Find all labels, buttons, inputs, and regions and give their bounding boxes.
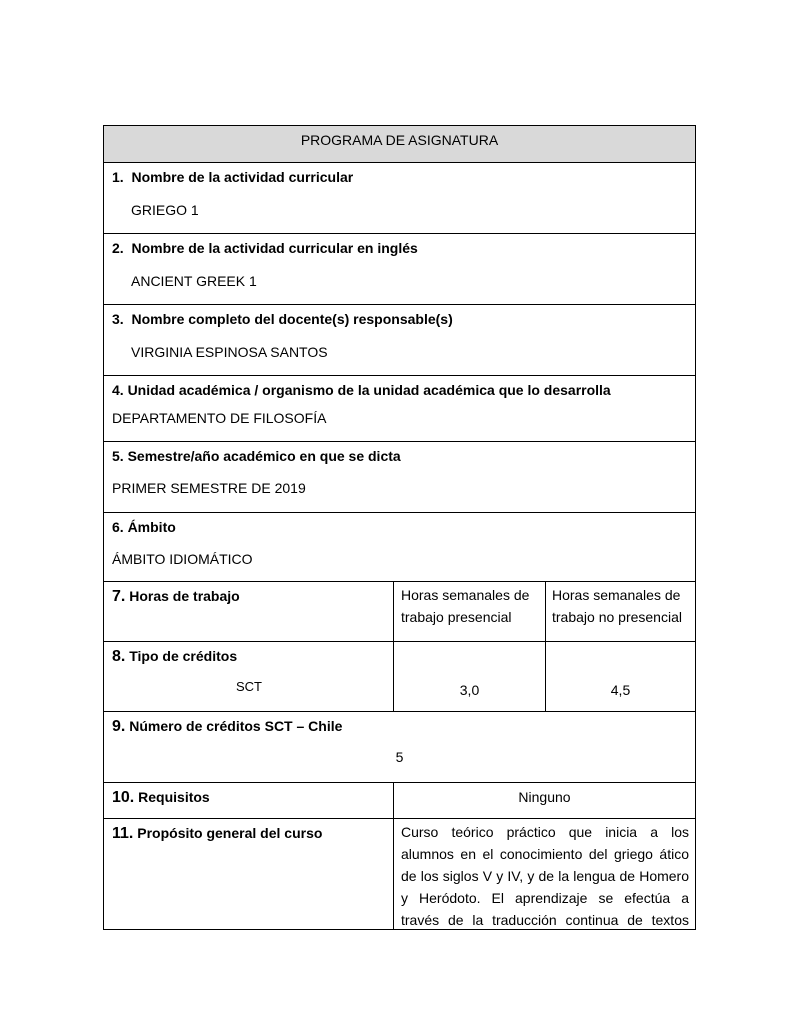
section-11 [104, 818, 695, 929]
section-1-label: 1. Nombre de la actividad curricular [112, 169, 354, 185]
section-4-value: DEPARTAMENTO DE FILOSOFÍA [112, 410, 327, 426]
section-8-value: SCT [236, 679, 262, 694]
section-3-label: 3. Nombre completo del docente(s) responsable(s) [112, 311, 453, 327]
section-6 [104, 512, 695, 581]
section-9-label: 9. Número de créditos SCT – Chile [112, 718, 343, 735]
section-2-label: 2. Nombre de la actividad curricular en inglés [112, 240, 418, 256]
section-11-line: y Heródoto. El aprendizaje se efectúa a [401, 890, 689, 906]
section-4-label: 4. Unidad académica / organismo de la unidad académica que lo desarrolla [112, 382, 611, 398]
section-5-value: PRIMER SEMESTRE DE 2019 [112, 480, 306, 496]
section-10-label: 10. Requisitos [112, 789, 210, 806]
section-8 [104, 641, 695, 711]
section-1-value: GRIEGO 1 [131, 202, 199, 218]
section-6-label: 6. Ámbito [112, 519, 176, 535]
section-11-text [401, 821, 689, 931]
section-3 [104, 304, 695, 375]
section-4 [104, 375, 695, 441]
section-10-value: Ninguno [518, 789, 571, 805]
section-2 [104, 233, 695, 304]
section-11-line: través de la traducción continua de textos [401, 912, 689, 928]
course-program-table [103, 125, 696, 930]
section-8-label: 8. Tipo de créditos [112, 648, 238, 665]
column-divider [393, 819, 394, 929]
column-divider [545, 582, 546, 641]
section-11-label: 11. Propósito general del curso [112, 825, 323, 842]
section-5 [104, 441, 695, 512]
column-divider [393, 582, 394, 641]
section-2-value: ANCIENT GREEK 1 [131, 273, 257, 289]
section-11-line: Curso teórico práctico que inicia a los [401, 824, 689, 840]
section-8-col1: 3,0 [459, 682, 480, 698]
section-1 [104, 162, 695, 233]
section-7 [104, 581, 695, 641]
column-divider [545, 642, 546, 711]
table-header [104, 126, 695, 162]
section-9-value: 5 [395, 749, 404, 765]
section-7-col2: Horas semanales de trabajo no presencial [552, 587, 682, 625]
section-8-col2: 4,5 [610, 682, 631, 698]
section-6-value: ÁMBITO IDIOMÁTICO [112, 551, 253, 567]
section-5-label: 5. Semestre/año académico en que se dicta [112, 448, 401, 464]
section-10 [104, 782, 695, 818]
section-11-line: alumnos en el conocimiento del griego ático [401, 846, 689, 862]
section-3-value: VIRGINIA ESPINOSA SANTOS [131, 344, 328, 360]
table-title: PROGRAMA DE ASIGNATURA [300, 132, 499, 148]
section-11-line: de los siglos V y IV, y de la lengua de Homero [401, 868, 689, 884]
column-divider [393, 642, 394, 711]
section-7-label: 7. Horas de trabajo [112, 588, 240, 605]
section-7-col1: Horas semanales de trabajo presencial [401, 587, 530, 625]
section-9 [104, 711, 695, 782]
